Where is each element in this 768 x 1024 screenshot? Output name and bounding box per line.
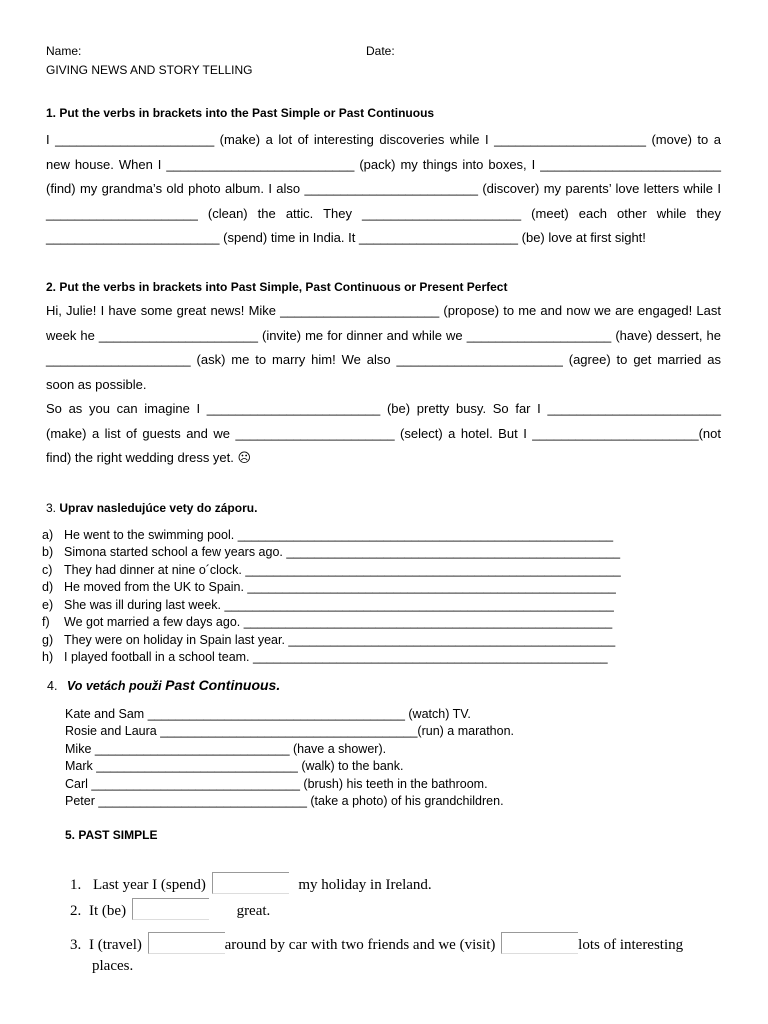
item-text-before: I (travel) — [89, 937, 142, 953]
list-item — [42, 580, 616, 594]
answer-input[interactable] — [212, 872, 289, 894]
item-text-after: lots of interesting — [578, 937, 684, 953]
list-item: Mike ____________________________ (have a shower). — [65, 742, 387, 756]
exercise-5-item-2 — [70, 898, 270, 920]
answer-input[interactable] — [148, 932, 225, 954]
item-text-after: my holiday in Ireland. — [298, 877, 432, 893]
list-item-text: Simona started school a few years ago. ________________________________________________ — [64, 545, 621, 559]
list-item — [42, 528, 613, 542]
exercise-5-heading: 5. PAST SIMPLE — [65, 828, 158, 842]
item-number: 3. — [70, 937, 82, 953]
item-text-before: Last year I (spend) — [93, 877, 206, 893]
exercise-5-item-1 — [70, 872, 432, 894]
list-item: Peter ______________________________ (take a photo) of his grandchildren. — [65, 794, 504, 808]
list-item-text: We got married a few days ago. _____________________________________________________ — [64, 615, 613, 629]
list-item-label: c) — [42, 563, 53, 577]
exercise-3-title: Uprav nasledujúce vety do záporu. — [59, 501, 258, 515]
list-item-label: d) — [42, 580, 54, 594]
item-text-middle: around by car with two friends and we (visit) — [224, 937, 496, 953]
exercise-1-text: I ______________________ (make) a lot of interesting discoveries while I _____________________ (move) to a new house. When I __________________________ (pack) my things into boxes, I _________________________ (find) my grandma’s old photo album. I also ________________________ (discover) my parents’ love letters while I _____________________ (clean) the attic. They ______________________ (meet) each other while they ________________________ (spend) time in India. It ______________________ (be) love at first sight! — [46, 132, 721, 246]
exercise-4-tense: Past Continuous. — [165, 677, 281, 693]
exercise-2-heading: 2. Put the verbs in brackets into Past Simple, Past Continuous or Present Perfect — [46, 280, 508, 294]
item-text-before: It (be) — [89, 903, 127, 919]
list-item — [42, 650, 608, 664]
exercise-5-item-3-continuation: places. — [92, 958, 134, 974]
answer-input[interactable] — [132, 898, 209, 920]
list-item — [42, 615, 612, 629]
exercise-3-heading — [46, 501, 257, 515]
list-item-text: They were on holiday in Spain last year. _______________________________________________ — [64, 633, 616, 647]
exercise-3-number: 3. — [46, 501, 57, 515]
exercise-1-heading: 1. Put the verbs in brackets into the Past Simple or Past Continuous — [46, 106, 435, 120]
date-label: Date: — [366, 44, 395, 58]
item-text-after: great. — [236, 903, 271, 919]
exercise-2-paragraph-2: So as you can imagine I ________________________ (be) pretty busy. So far I ________________________ (make) a list of guests and we ______________________ (select) a hotel. But I _______________________(not find) the right wedding dress yet. ☹ — [46, 401, 721, 466]
worksheet-title: GIVING NEWS AND STORY TELLING — [46, 63, 253, 77]
exercise-5-item-3 — [70, 932, 683, 954]
answer-input[interactable] — [501, 932, 578, 954]
list-item: Mark _____________________________ (walk) to the bank. — [65, 759, 404, 773]
list-item — [42, 598, 614, 612]
list-item-label: b) — [42, 545, 54, 559]
item-number: 2. — [70, 903, 82, 919]
list-item-text: He moved from the UK to Spain. _____________________________________________________ — [64, 580, 616, 594]
list-item — [42, 545, 620, 559]
list-item-text: He went to the swimming pool. ______________________________________________________ — [64, 528, 614, 542]
list-item-text: They had dinner at nine o´clock. ______________________________________________________ — [64, 563, 621, 577]
list-item — [42, 633, 615, 647]
list-item-label: g) — [42, 633, 54, 647]
exercise-4-number: 4. — [47, 679, 58, 693]
list-item-label: e) — [42, 598, 54, 612]
list-item-text: I played football in a school team. ___________________________________________________ — [64, 650, 608, 664]
list-item-label: a) — [42, 528, 54, 542]
exercise-4-instruction: Vo vetách použi — [66, 679, 162, 693]
list-item — [42, 563, 621, 577]
name-label: Name: — [46, 44, 82, 58]
exercise-4-heading — [47, 677, 280, 693]
list-item-text: She was ill during last week. ________________________________________________________ — [64, 598, 614, 612]
list-item: Rosie and Laura _____________________________________(run) a marathon. — [65, 724, 514, 738]
list-item: Kate and Sam _____________________________________ (watch) TV. — [65, 707, 471, 721]
list-item-label: h) — [42, 650, 54, 664]
exercise-2-paragraph-1: Hi, Julie! I have some great news! Mike ______________________ (propose) to me and now we are engaged! Last week he ______________________ (invite) me for dinner and while we ____________________ (have) dessert, he ____________________ (ask) me to marry him! We also _______________________ (agree) to get married as soon as possible. — [46, 303, 721, 392]
item-number: 1. — [70, 877, 82, 893]
list-item: Carl ______________________________ (brush) his teeth in the bathroom. — [65, 777, 488, 791]
list-item-label: f) — [42, 615, 50, 629]
